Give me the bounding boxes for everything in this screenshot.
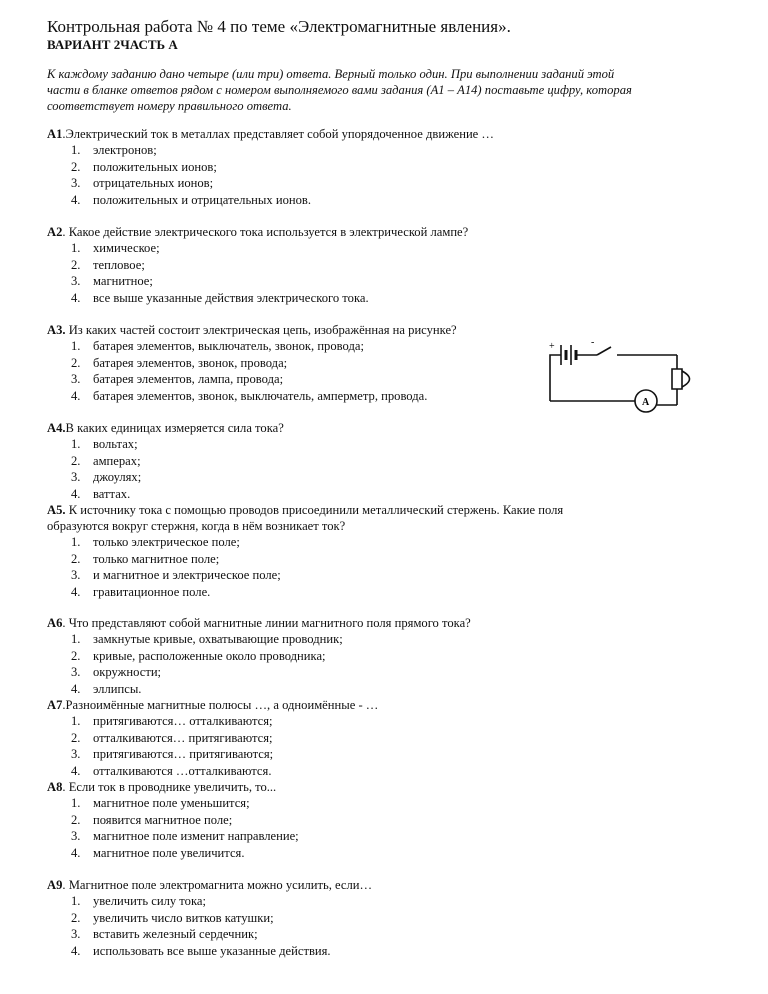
question-a5 <box>47 502 727 600</box>
answer-option: 3. вставить железный сердечник; <box>71 927 258 941</box>
answer-option: 1. вольтах; <box>71 437 138 451</box>
bell-dome <box>682 371 690 387</box>
question-a2 <box>47 224 727 306</box>
answer-option: 2. увеличить число витков катушки; <box>71 910 274 925</box>
question-text: . Если ток в проводнике увеличить, то... <box>62 780 277 794</box>
question-text: К источнику тока с помощью проводов присоединили металлический стержень. Какие поля <box>65 503 564 517</box>
answer-option: 4. батарея элементов, звонок, выключатель, амперметр, провода. <box>71 388 428 403</box>
answer-option: 2. тепловое; <box>71 257 145 272</box>
question-text: .Электрический ток в металлах представляет собой упорядоченное движение … <box>62 127 495 141</box>
answer-option: 3. притягиваются… притягиваются; <box>71 747 274 761</box>
answer-option: 2. отталкиваются… притягиваются; <box>71 730 273 745</box>
answer-option: 4. ваттах. <box>71 486 131 501</box>
answer-option: 3. окружности; <box>71 665 162 679</box>
question-a4 <box>47 420 727 502</box>
question-number: А4. <box>47 421 66 435</box>
answer-option: 2. батарея элементов, звонок, провода; <box>71 355 288 370</box>
ammeter-label: A <box>642 397 650 408</box>
answer-option: 4. магнитное поле увеличится. <box>71 845 245 860</box>
answer-option: 2. только магнитное поле; <box>71 551 220 566</box>
instruction-line: соответствует номеру правильного ответа. <box>47 99 292 113</box>
answer-option: 4. гравитационное поле. <box>71 584 211 599</box>
instruction-line: части в бланке ответов рядом с номером выполняемого вами задания (А1 – А14) поставьте цифру, которая <box>47 83 632 97</box>
answer-option: 4. использовать все выше указанные действия. <box>71 943 331 958</box>
answer-option: 1. батарея элементов, выключатель, звонок, провода; <box>71 339 364 353</box>
page-title: Контрольная работа № 4 по теме «Электромагнитные явления». <box>47 17 511 36</box>
answer-option: 3. и магнитное и электрическое поле; <box>71 568 281 582</box>
answer-option: 1. электронов; <box>71 143 157 157</box>
question-number: А3. <box>47 323 66 337</box>
answer-option: 1. притягиваются… отталкиваются; <box>71 714 273 728</box>
wire <box>550 355 561 390</box>
answer-option: 3. магнитное; <box>71 274 153 288</box>
question-a9 <box>47 877 727 959</box>
answer-option: 1. замкнутые кривые, охватывающие проводник; <box>71 632 343 646</box>
question-a1 <box>47 126 727 208</box>
answer-option: 1. увеличить силу тока; <box>71 894 206 908</box>
question-number: А5. <box>47 503 66 517</box>
question-a6 <box>47 615 727 697</box>
answer-option: 4. эллипсы. <box>71 681 142 696</box>
question-text: . Магнитное поле электромагнита можно усилить, если… <box>62 878 373 892</box>
question-text: Из каких частей состоит электрическая цепь, изображённая на рисунке? <box>65 323 457 337</box>
answer-option: 1. только электрическое поле; <box>71 535 240 549</box>
question-text: . Что представляют собой магнитные линии магнитного поля прямого тока? <box>62 616 471 630</box>
instructions <box>47 66 727 114</box>
bell-body <box>672 369 682 389</box>
question-number: А8 <box>47 780 63 794</box>
minus-sign: - <box>591 337 595 348</box>
question-number: А1 <box>47 127 63 141</box>
answer-option: 3. джоулях; <box>71 470 142 484</box>
answer-option: 1. химическое; <box>71 241 160 255</box>
question-text-continued: образуются вокруг стержня, когда в нём возникает ток? <box>47 519 346 533</box>
circuit-diagram <box>545 335 705 415</box>
switch-lever <box>597 347 611 355</box>
answer-option: 2. амперах; <box>71 453 141 468</box>
answer-option: 4. положительных и отрицательных ионов. <box>71 192 311 207</box>
question-number: А7 <box>47 698 63 712</box>
answer-option: 4. отталкиваются …отталкиваются. <box>71 763 272 778</box>
answer-option: 4. все выше указанные действия электрического тока. <box>71 290 369 305</box>
answer-option: 2. появится магнитное поле; <box>71 812 233 827</box>
answer-option: 2. кривые, расположенные около проводника; <box>71 648 326 663</box>
answer-option: 2. положительных ионов; <box>71 159 217 174</box>
answer-option: 3. магнитное поле изменит направление; <box>71 829 299 843</box>
answer-option: 3. отрицательных ионов; <box>71 176 214 190</box>
question-a7 <box>47 697 727 779</box>
question-number: А2 <box>47 225 63 239</box>
question-number: А9 <box>47 878 63 892</box>
plus-sign: + <box>549 341 555 352</box>
instruction-line: К каждому заданию дано четыре (или три) ответа. Верный только один. При выполнении заданий этой <box>47 67 615 81</box>
question-a8 <box>47 779 727 861</box>
question-text: . Какое действие электрического тока используется в электрической лампе? <box>62 225 469 239</box>
answer-option: 1. магнитное поле уменьшится; <box>71 796 250 810</box>
variant-heading: ВАРИАНТ 2ЧАСТЬ А <box>47 37 178 52</box>
question-text: В каких единицах измеряется сила тока? <box>65 421 284 435</box>
question-number: А6 <box>47 616 63 630</box>
answer-option: 3. батарея элементов, лампа, провода; <box>71 372 284 386</box>
question-text: .Разноимённые магнитные полюсы …, а одноимённые - … <box>62 698 379 712</box>
